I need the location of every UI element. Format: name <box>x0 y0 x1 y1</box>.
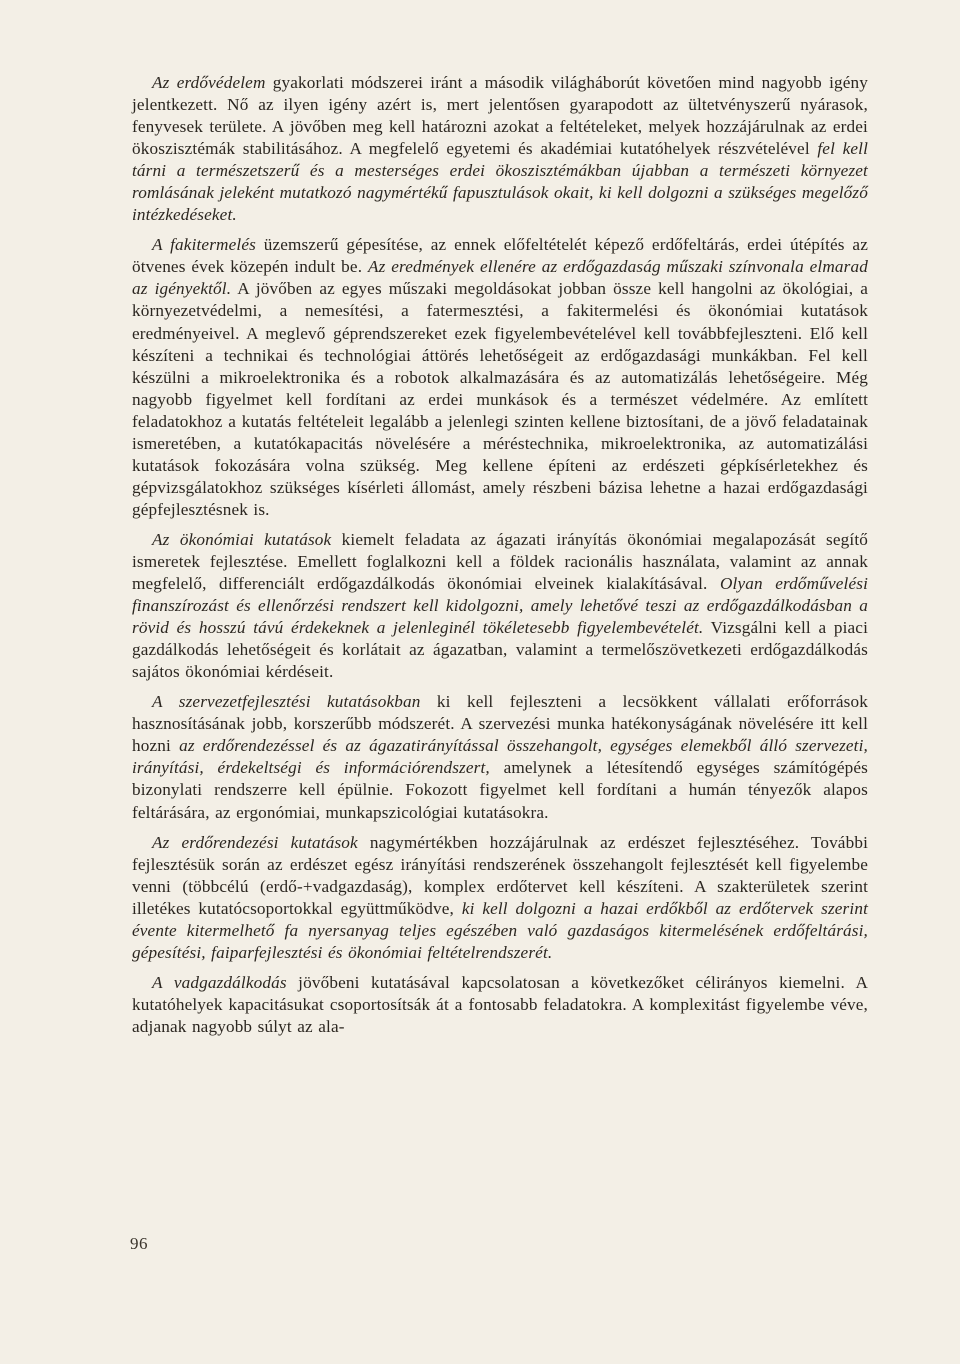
paragraph <box>132 234 868 521</box>
italic-run: Az ökonómiai kutatások <box>152 529 332 549</box>
text-run: gyakorlati módszerei iránt a második világháborút követően mind nagyobb igény jelentkezett. Nő az ilyen igény azért is, mert jelentősen gyarapodott az ültetvényszerű nyárasok, fenyvesek területe. A jövőben meg kell határozni azokat a feltételeket, melyek hozzájárulnak az erdei ökoszisztémák stabilitásához. A megfelelő egyetemi és akadémiai kutatóhelyek részvételével <box>132 73 868 159</box>
italic-run: Az erdővédelem <box>152 73 266 92</box>
italic-run: Az erdőrendezési kutatások <box>152 832 358 852</box>
page-number: 96 <box>130 1234 148 1253</box>
text-run: A jövőben az egyes műszaki megoldásokat jobban össze kell hangolni az ökológiai, a környezetvédelmi, a nemesítési, a fatermesztési, a fakitermelési és ökonómiai kutatások eredményeivel. A meglevő géprendszereket ezek figyelembevételével kell továbbfejleszteni. Elő kell készíteni a technikai és technológiai áttörés lehetőségeit az erdőgazdasági munkákban. Fel kell készülni a mikroelektronika és a robotok alkalmazására és az automatizálás lehetőségeire. Még nagyobb figyelmet kell fordítani az erdei munkások és a természet védelmére. Az említett feladatokhoz a kutatás feltételeit legalább a jelenlegi szinten kellene biztosítani, de a jövő feladatainak ismeretében, a kutatókapacitás növelésére a méréstechnika, mikroelektronika, az automatizálási kutatások fokozására volna szükség. Meg kellene építeni az erdészeti gépkísérletekhez és gépvizsgálatokhoz szükséges kísérleti állomást, amely részbeni bázisa lehetne a hazai erdőgazdasági gépfejlesztésnek is. <box>132 279 868 519</box>
italic-run: Olyan erdőművelési finanszírozást és ellenőrzési rendszert kell kidolgozni, amely lehetővé teszi az erdőgazdálkodásban a rövid és hosszú távú érdekeknek a jelenleginél tökéletesebb figyelembevételét. <box>132 574 869 638</box>
paragraph <box>132 691 868 823</box>
text-run: üzemszerű gépesítése, az ennek előfeltételét képező erdőfeltárás, erdei útépítés az ötvenes évek közepén indult be. <box>132 235 868 277</box>
italic-run: az erdőrendezéssel és az ágazatirányítással összehangolt, egységes elemekből álló szervezeti, irányítási, érdekeltségi és információrendszert, <box>132 736 868 778</box>
paragraph <box>132 832 868 964</box>
italic-run: fel kell tárni a természetszerű és a mesterséges erdei ökoszisztémákban újabban a természeti környezet romlásának jeleként mutatkozó nagymértékű fapusztulások okait, ki kell dolgozni a szükséges megelőző intézkedéseket. <box>132 139 868 225</box>
paragraph <box>132 972 868 1038</box>
paragraph <box>132 72 868 226</box>
italic-run: A fakitermelés <box>152 235 256 255</box>
text-run: jövőbeni kutatásával kapcsolatosan a következőket célirányos kiemelni. A kutatóhelyek kapacitásukat csoportosítsák át a fontosabb feladatokra. A komplexitást figyelembe véve, adjanak nagyobb súlyt az ala- <box>132 972 869 1036</box>
body-text <box>132 72 868 1046</box>
italic-run: A vadgazdálkodás <box>152 972 287 992</box>
italic-run: ki kell dolgozni a hazai erdőkből az erdőtervek szerint évente kitermelhető fa nyersanyag teljes egészében való gazdaságos kitermelésének erdőfeltárási, gépesítési, faiparfejlesztési és ökonómiai feltételrendszerét. <box>132 898 868 962</box>
paragraph <box>132 529 868 683</box>
text-run: amelynek a létesítendő egységes számítógépés bizonylati rendszerre kell épülnie. Fokozott figyelmet kell fordítani a humán tényezők alapos feltárására, az ergonómiai, munkapszicológiai kutatásokra. <box>132 758 868 822</box>
text-run: kiemelt feladata az ágazati irányítás ökonómiai megalapozását segítő ismeretek fejlesztése. Emellett foglalkozni kell a földek racionális használata, valamint az annak megfelelő, differenciált erdőgazdálkodás ökonómiai elveinek kialakításával. <box>132 529 868 594</box>
italic-run: Az eredmények ellenére az erdőgazdaság műszaki színvonala elmarad az igényektől. <box>132 257 868 299</box>
italic-run: A szervezetfejlesztési kutatásokban <box>152 692 421 712</box>
text-run: nagymértékben hozzájárulnak az erdészet fejlesztéséhez. További fejlesztésük során az erdészet egész irányítási rendszerének összehangolt fejlesztését kell figyelembe venni (többcélú (erdő-+vadgazdaság), komplex erdőtervet kell készíteni. A szakterületek szerint illetékes kutatócsoportokkal együttműködve, <box>132 832 869 918</box>
text-run: ki kell fejleszteni a lecsökkent vállalati erőforrások hasznosításának jobb, korszerűbb módszerét. A szervezési munka hatékonyságának növelésére itt kell hozni <box>132 692 868 756</box>
text-run: Vizsgálni kell a piaci gazdálkodás lehetőségeit és korlátait az ágazatban, valamint a termelőszövetkezeti erdőgazdálkodás sajátos ökonómiai kérdéseit. <box>132 618 869 682</box>
